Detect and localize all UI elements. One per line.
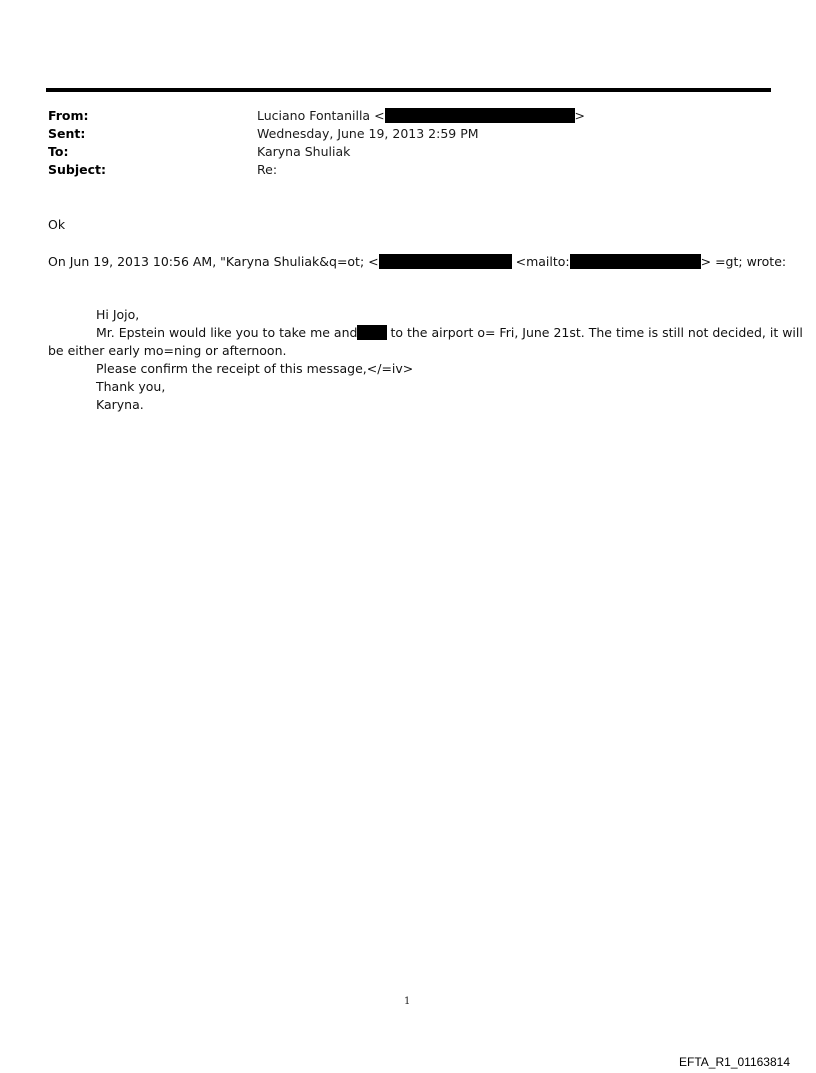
subject-value: Re: — [257, 162, 278, 177]
from-label: From: — [48, 108, 89, 123]
from-row — [48, 107, 768, 125]
sent-value: Wednesday, June 19, 2013 2:59 PM — [257, 126, 479, 141]
message-line-2: be either early mo=ning or afternoon. — [48, 343, 287, 358]
quote-intro-end: > =gt; wrote: — [700, 254, 787, 269]
quote-intro-start: On Jun 19, 2013 10:56 AM, "Karyna Shuliak&q=ot; < — [48, 254, 379, 269]
to-value: Karyna Shuliak — [257, 144, 351, 159]
page-number: 1 — [404, 996, 411, 1007]
redaction-block — [379, 254, 512, 269]
sent-label: Sent: — [48, 126, 86, 141]
message-line-3: Please confirm the receipt of this message,</=iv> — [96, 361, 414, 376]
message-line-4: Thank you, — [96, 379, 166, 394]
from-close: > — [574, 108, 586, 123]
header-divider — [46, 88, 771, 92]
message-line-1-start: Mr. Epstein would like you to take me and — [96, 325, 358, 340]
from-name: Luciano Fontanilla < — [257, 108, 385, 123]
subject-row — [48, 161, 768, 179]
message-line-1-end: to the airport o= Fri, June 21st. The time is still not decided, it will — [390, 325, 803, 340]
from-value — [257, 107, 585, 125]
subject-label: Subject: — [48, 162, 106, 177]
quote-intro — [48, 253, 786, 271]
message-line-1 — [96, 324, 803, 342]
signature: Karyna. — [96, 397, 144, 412]
bates-number: EFTA_R1_01163814 — [679, 1055, 790, 1069]
redaction-block — [385, 108, 575, 123]
quote-intro-mailto: <mailto: — [511, 254, 570, 269]
to-label: To: — [48, 144, 69, 159]
reply-text: Ok — [48, 217, 66, 232]
sent-row — [48, 125, 768, 143]
redaction-block — [357, 325, 387, 340]
greeting: Hi Jojo, — [96, 307, 140, 322]
redaction-block — [570, 254, 701, 269]
to-row — [48, 143, 768, 161]
